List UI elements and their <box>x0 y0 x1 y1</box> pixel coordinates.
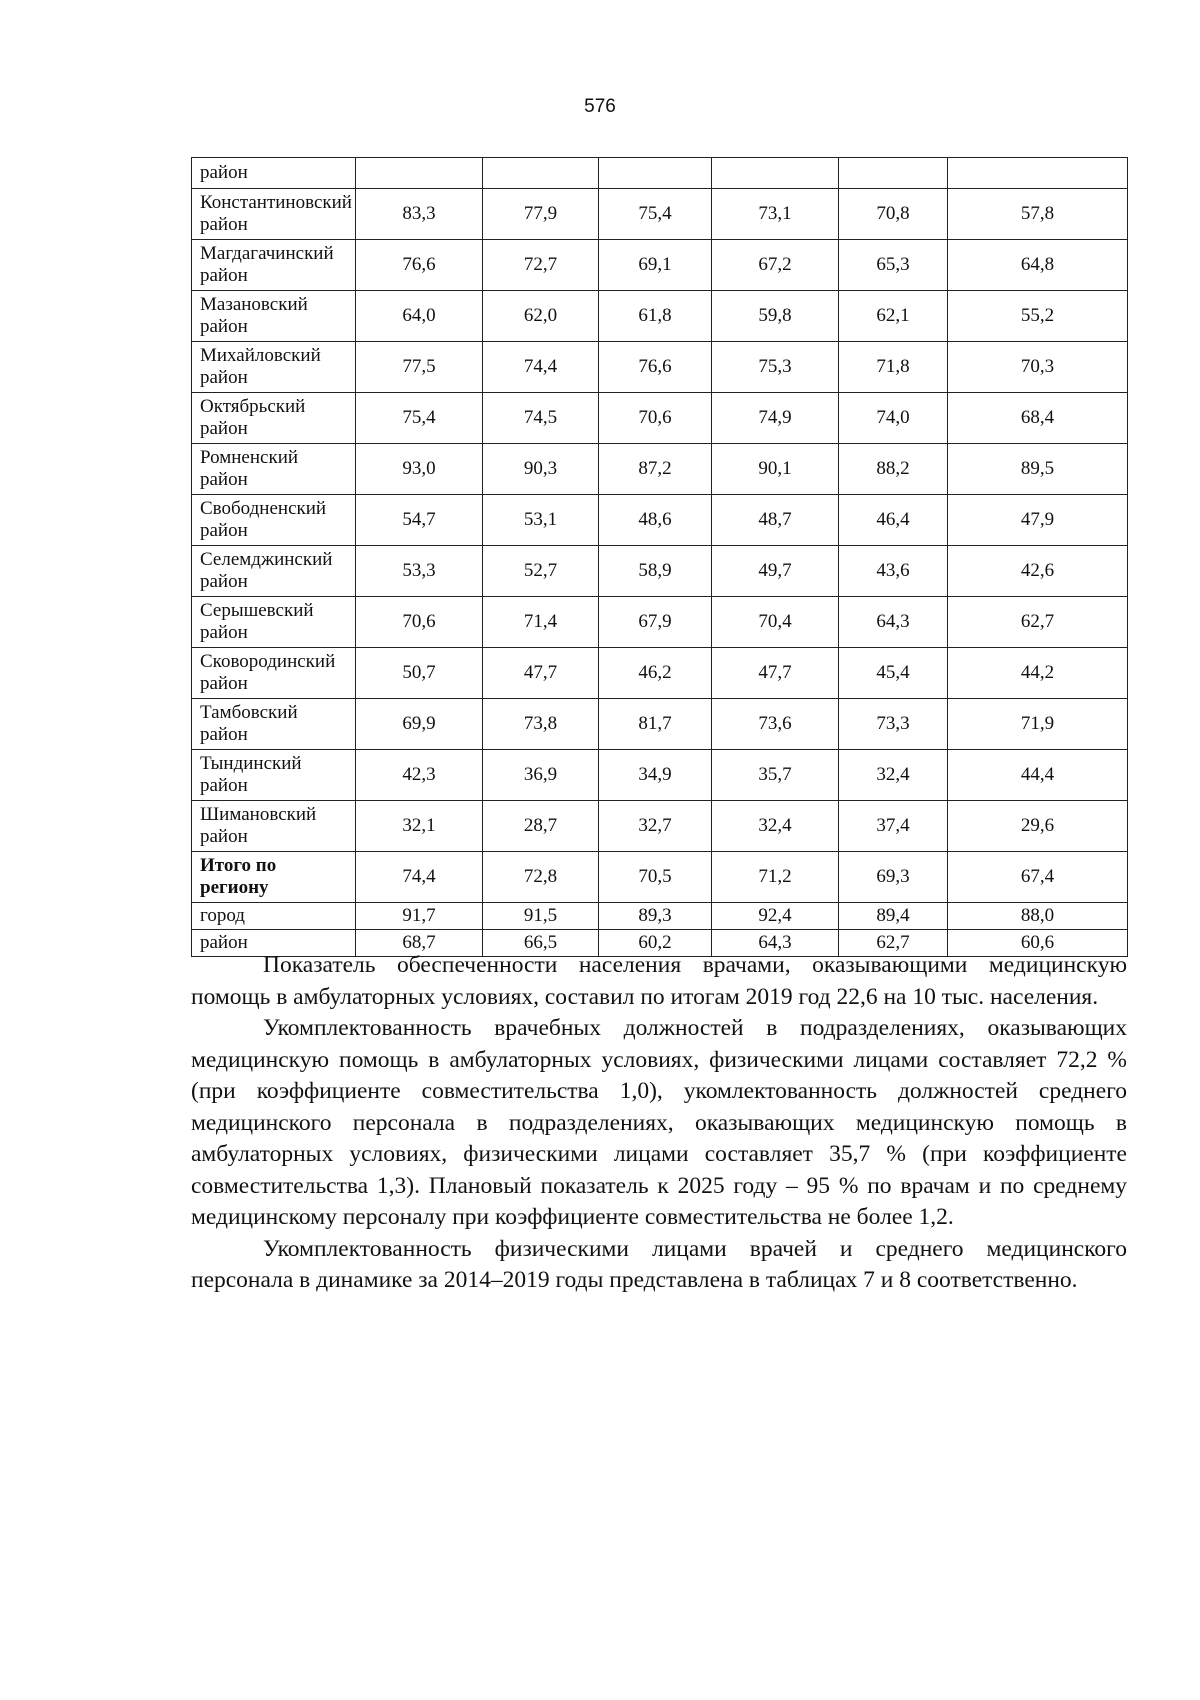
table-cell: 67,2 <box>712 240 839 291</box>
table-cell: 72,8 <box>483 852 599 903</box>
table-cell: 36,9 <box>483 750 599 801</box>
row-label: Михайловский район <box>192 342 356 393</box>
table-cell: 71,8 <box>839 342 948 393</box>
table-cell: 32,4 <box>712 801 839 852</box>
table-row <box>192 546 1128 597</box>
table-body <box>192 158 1128 957</box>
table-cell: 37,4 <box>839 801 948 852</box>
paragraph-staffing: Укомплектованность врачебных должностей в подразделениях, оказывающих медицинскую помощь в амбулаторных условиях, физическими лицами составляет 72,2 % (при коэффициенте совместительства 1,0), укомлектованность должностей среднего медицинского персонала в подразделениях, оказывающих медицинскую помощь в амбулаторных условиях, физическими лицами составляет 35,7 % (при коэффициенте совместительства 1,3). Плановый показатель к 2025 году – 95 % по врачам и по среднему медицинскому персоналу при коэффициенте совместительства не более 1,2. <box>191 1015 1127 1230</box>
table-cell: 53,1 <box>483 495 599 546</box>
table-cell: 93,0 <box>356 444 483 495</box>
table-cell: 75,4 <box>599 189 712 240</box>
table-cell: 55,2 <box>948 291 1128 342</box>
table-cell: 74,4 <box>356 852 483 903</box>
page-number: 576 <box>584 96 616 117</box>
table-cell: 46,2 <box>599 648 712 699</box>
row-label: Магдагачинский район <box>192 240 356 291</box>
table-cell: 92,4 <box>712 903 839 930</box>
table-cell: 69,3 <box>839 852 948 903</box>
table-cell: 29,6 <box>948 801 1128 852</box>
table-cell: 32,4 <box>839 750 948 801</box>
table-cell: 75,4 <box>356 393 483 444</box>
row-label: Серышевский район <box>192 597 356 648</box>
table-cell: 73,1 <box>712 189 839 240</box>
table-cell: 74,5 <box>483 393 599 444</box>
table-cell: 57,8 <box>948 189 1128 240</box>
table-row <box>192 852 1128 903</box>
table-cell: 88,0 <box>948 903 1128 930</box>
row-label: Ромненский район <box>192 444 356 495</box>
table-cell: 70,6 <box>599 393 712 444</box>
table-cell: 71,4 <box>483 597 599 648</box>
table-row <box>192 801 1128 852</box>
table-cell: 70,5 <box>599 852 712 903</box>
row-label: район <box>192 158 356 189</box>
staffing-table <box>191 157 1128 957</box>
table-cell: 68,7 <box>356 930 483 957</box>
table-row <box>192 597 1128 648</box>
table-cell: 52,7 <box>483 546 599 597</box>
table-cell: 67,4 <box>948 852 1128 903</box>
table-cell: 53,3 <box>356 546 483 597</box>
table-cell: 62,1 <box>839 291 948 342</box>
table-cell: 81,7 <box>599 699 712 750</box>
table-cell: 65,3 <box>839 240 948 291</box>
table-cell <box>948 158 1128 189</box>
table-row <box>192 444 1128 495</box>
table-cell: 91,7 <box>356 903 483 930</box>
table-cell <box>712 158 839 189</box>
table-cell: 42,6 <box>948 546 1128 597</box>
table-cell: 61,8 <box>599 291 712 342</box>
table-cell: 73,3 <box>839 699 948 750</box>
table-cell: 77,5 <box>356 342 483 393</box>
paragraph-dynamics: Укомплектованность физическими лицами врачей и среднего медицинского персонала в динамике за 2014–2019 годы представлена в таблицах 7 и 8 соответственно. <box>191 1235 1127 1293</box>
table-cell: 89,4 <box>839 903 948 930</box>
row-label: Свободненский район <box>192 495 356 546</box>
table-cell: 66,5 <box>483 930 599 957</box>
table-cell: 64,3 <box>839 597 948 648</box>
table-cell: 64,3 <box>712 930 839 957</box>
table-row <box>192 393 1128 444</box>
row-label: Шимановский район <box>192 801 356 852</box>
table-cell: 54,7 <box>356 495 483 546</box>
table-cell: 74,4 <box>483 342 599 393</box>
table-cell <box>356 158 483 189</box>
table-cell: 48,7 <box>712 495 839 546</box>
paragraph-provision: Показатель обеспеченности населения врачами, оказывающими медицинскую помощь в амбулаторных условиях, составил по итогам 2019 год 22,6 на 10 тыс. населения. <box>191 952 1127 1010</box>
row-label: Октябрьский район <box>192 393 356 444</box>
row-label: Селемджинский район <box>192 546 356 597</box>
table-cell: 69,9 <box>356 699 483 750</box>
table-cell: 88,2 <box>839 444 948 495</box>
table-cell: 44,4 <box>948 750 1128 801</box>
table-cell: 59,8 <box>712 291 839 342</box>
table-cell: 70,8 <box>839 189 948 240</box>
row-label: Сковородинский район <box>192 648 356 699</box>
table-cell: 44,2 <box>948 648 1128 699</box>
table-row <box>192 240 1128 291</box>
table-cell: 71,2 <box>712 852 839 903</box>
table-cell: 73,6 <box>712 699 839 750</box>
table-row <box>192 750 1128 801</box>
table-cell: 73,8 <box>483 699 599 750</box>
table-cell: 90,3 <box>483 444 599 495</box>
table-cell: 76,6 <box>356 240 483 291</box>
table-cell: 70,4 <box>712 597 839 648</box>
body-text <box>191 950 1127 1297</box>
table-cell: 62,7 <box>839 930 948 957</box>
table-cell: 32,7 <box>599 801 712 852</box>
row-label: Тындинский район <box>192 750 356 801</box>
table-cell: 47,7 <box>712 648 839 699</box>
row-label: район <box>192 930 356 957</box>
table-cell: 89,3 <box>599 903 712 930</box>
table-cell: 69,1 <box>599 240 712 291</box>
table-cell: 60,2 <box>599 930 712 957</box>
table-cell: 47,7 <box>483 648 599 699</box>
table-cell: 89,5 <box>948 444 1128 495</box>
table-cell: 62,0 <box>483 291 599 342</box>
table-cell: 74,9 <box>712 393 839 444</box>
table-cell: 77,9 <box>483 189 599 240</box>
table-cell: 32,1 <box>356 801 483 852</box>
table-cell: 70,6 <box>356 597 483 648</box>
table-cell: 48,6 <box>599 495 712 546</box>
table-cell: 35,7 <box>712 750 839 801</box>
table-cell: 47,9 <box>948 495 1128 546</box>
table-cell: 34,9 <box>599 750 712 801</box>
table-cell: 43,6 <box>839 546 948 597</box>
row-label: Тамбовский район <box>192 699 356 750</box>
table-cell: 42,3 <box>356 750 483 801</box>
row-label: Мазановский район <box>192 291 356 342</box>
table-cell: 58,9 <box>599 546 712 597</box>
table-cell: 62,7 <box>948 597 1128 648</box>
table-cell: 90,1 <box>712 444 839 495</box>
table-cell: 76,6 <box>599 342 712 393</box>
table-cell: 64,8 <box>948 240 1128 291</box>
row-label: Константиновский район <box>192 189 356 240</box>
table-row <box>192 495 1128 546</box>
table-cell: 83,3 <box>356 189 483 240</box>
table-row <box>192 158 1128 189</box>
table-cell: 46,4 <box>839 495 948 546</box>
table-cell: 74,0 <box>839 393 948 444</box>
row-label: город <box>192 903 356 930</box>
table-cell: 67,9 <box>599 597 712 648</box>
table-cell: 60,6 <box>948 930 1128 957</box>
table-cell: 45,4 <box>839 648 948 699</box>
table-cell: 49,7 <box>712 546 839 597</box>
table-cell: 64,0 <box>356 291 483 342</box>
table-row <box>192 291 1128 342</box>
table-cell <box>839 158 948 189</box>
table-row <box>192 648 1128 699</box>
table-cell: 91,5 <box>483 903 599 930</box>
table-cell: 87,2 <box>599 444 712 495</box>
table-cell <box>483 158 599 189</box>
table-row <box>192 342 1128 393</box>
table-cell: 28,7 <box>483 801 599 852</box>
table-cell: 50,7 <box>356 648 483 699</box>
table-cell: 68,4 <box>948 393 1128 444</box>
table-cell: 75,3 <box>712 342 839 393</box>
table-cell: 71,9 <box>948 699 1128 750</box>
table-row <box>192 903 1128 930</box>
table-row <box>192 699 1128 750</box>
table-cell: 70,3 <box>948 342 1128 393</box>
table-row <box>192 189 1128 240</box>
table-cell <box>599 158 712 189</box>
row-label: Итого по региону <box>192 852 356 903</box>
table-cell: 72,7 <box>483 240 599 291</box>
